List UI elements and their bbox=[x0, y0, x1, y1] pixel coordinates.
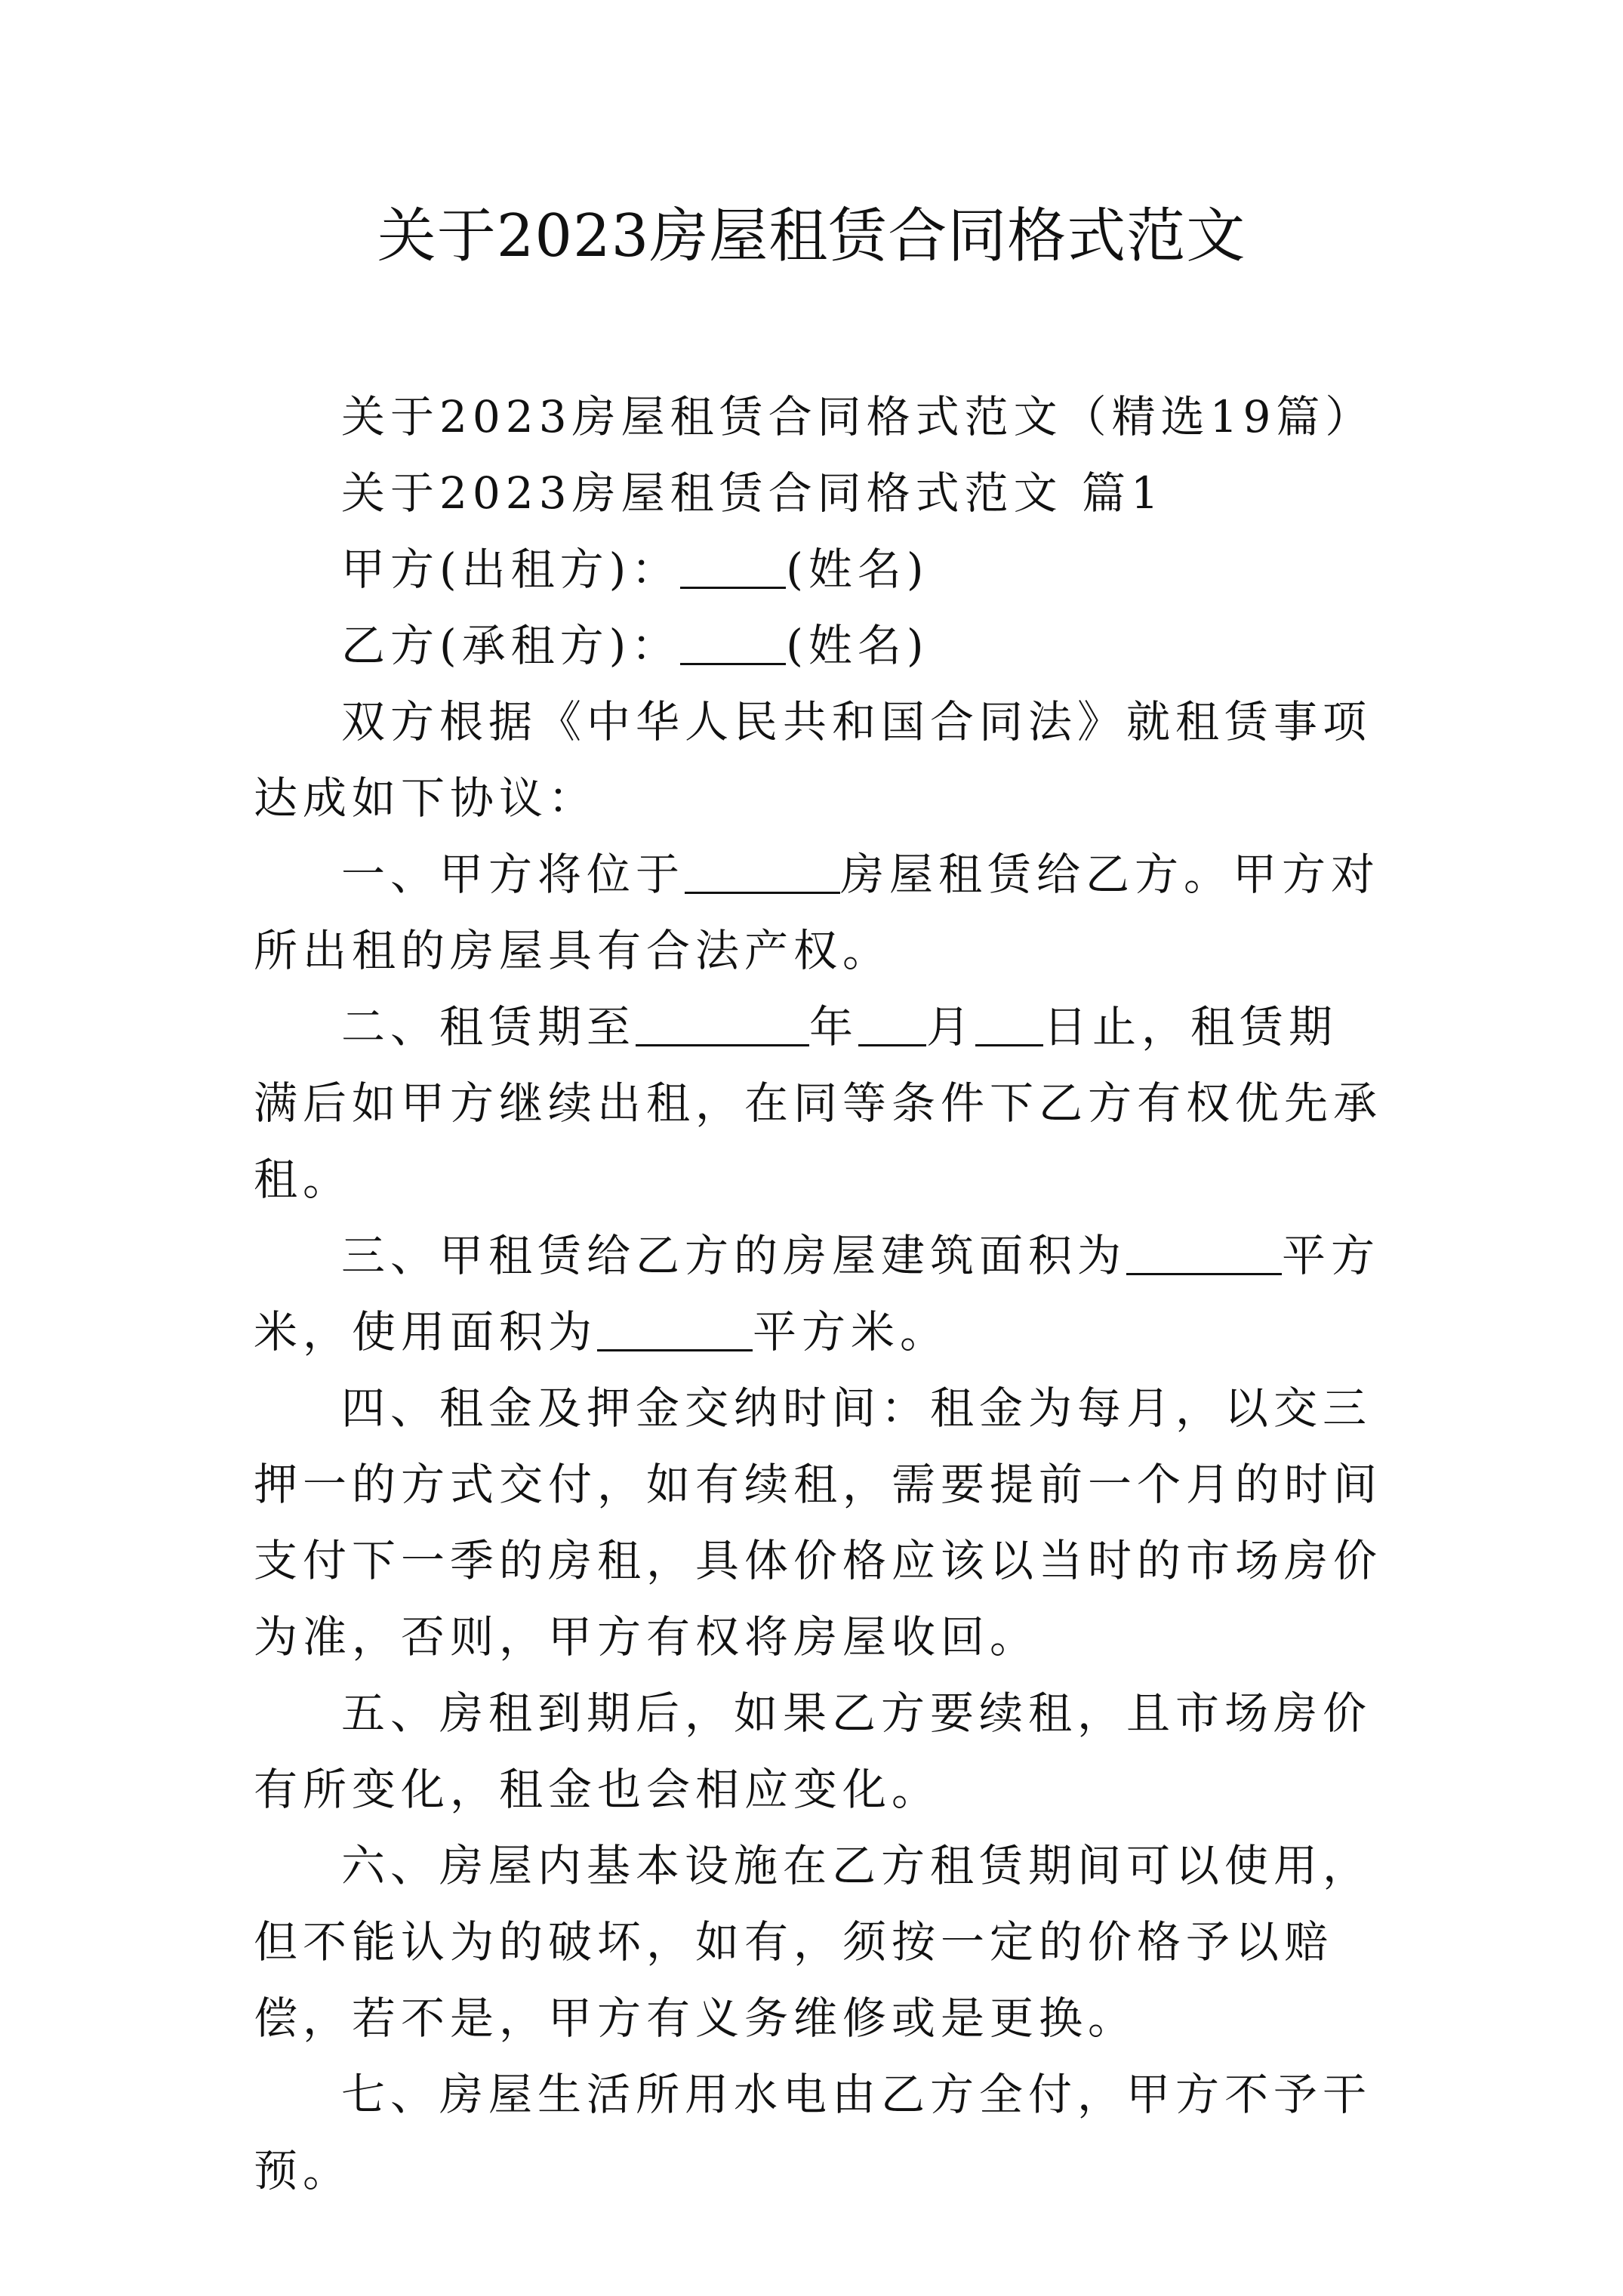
paragraph-party-b bbox=[254, 608, 1386, 684]
paragraph-party-a bbox=[254, 532, 1386, 608]
usable-area-blank bbox=[597, 1302, 753, 1351]
paragraph-agreement-intro: 双方根据《中华人民共和国合同法》就租赁事项达成如下协议： bbox=[254, 696, 1372, 824]
clause-2-end: 日止，租赁期满后如甲方继续出租，在同等条件下乙方有权优先承租。 bbox=[254, 1001, 1383, 1205]
clause-2-start: 二、租赁期至 bbox=[341, 1001, 636, 1052]
lease-day-blank bbox=[975, 997, 1043, 1046]
clause-3-end: 平方米。 bbox=[753, 1306, 950, 1358]
clause-3-start: 三、甲租赁给乙方的房屋建筑面积为 bbox=[341, 1230, 1127, 1281]
paragraph-subtitle: 关于2023房屋租赁合同格式范文（精选19篇） bbox=[341, 391, 1375, 442]
party-a-suffix: (姓名) bbox=[786, 544, 929, 595]
lease-year-blank bbox=[636, 997, 809, 1046]
paragraph-clause-2 bbox=[254, 989, 1386, 1218]
clause-1-end: 房屋租赁给乙方。甲方对所出租的房屋具有合法产权。 bbox=[254, 849, 1381, 976]
party-b-name-blank bbox=[680, 616, 786, 665]
building-area-blank bbox=[1126, 1226, 1282, 1275]
paragraph-clause-7: 七、房屋生活所用水电由乙方全付，甲方不予干预。 bbox=[254, 2069, 1372, 2196]
clause-2-year: 年 bbox=[809, 1001, 859, 1052]
party-a-name-blank bbox=[680, 540, 786, 589]
party-b-label: 乙方(承租方)： bbox=[341, 620, 681, 671]
paragraph-clause-3 bbox=[254, 1218, 1386, 1370]
paragraph-clause-6: 六、房屋内基本设施在乙方租赁期间可以使用，但不能认为的破坏，如有，须按一定的价格予以赔偿，若不是，甲方有义务维修或是更换。 bbox=[254, 1840, 1372, 2044]
paragraph-clause-1 bbox=[254, 837, 1386, 989]
party-b-suffix: (姓名) bbox=[786, 620, 929, 671]
document-body bbox=[254, 379, 1386, 2209]
lease-month-blank bbox=[858, 997, 926, 1046]
clause-2-month: 月 bbox=[926, 1001, 976, 1052]
party-a-label: 甲方(出租方)： bbox=[341, 544, 681, 595]
document-title: 关于2023房屋租赁合同格式范文 bbox=[377, 202, 1246, 270]
clause-1-start: 一、甲方将位于 bbox=[341, 849, 685, 900]
property-location-blank bbox=[685, 845, 840, 894]
paragraph-clause-5: 五、房租到期后，如果乙方要续租，且市场房价有所变化，租金也会相应变化。 bbox=[254, 1687, 1372, 1815]
clause-3-middle: 平方米，使用面积为 bbox=[254, 1230, 1381, 1358]
paragraph-section-heading: 关于2023房屋租赁合同格式范文 篇1 bbox=[341, 467, 1164, 519]
paragraph-clause-4: 四、租金及押金交纳时间：租金为每月，以交三押一的方式交付，如有续租，需要提前一个月的时间支付下一季的房租，具体价格应该以当时的市场房价为准，否则，甲方有权将房屋收回。 bbox=[254, 1382, 1383, 1663]
